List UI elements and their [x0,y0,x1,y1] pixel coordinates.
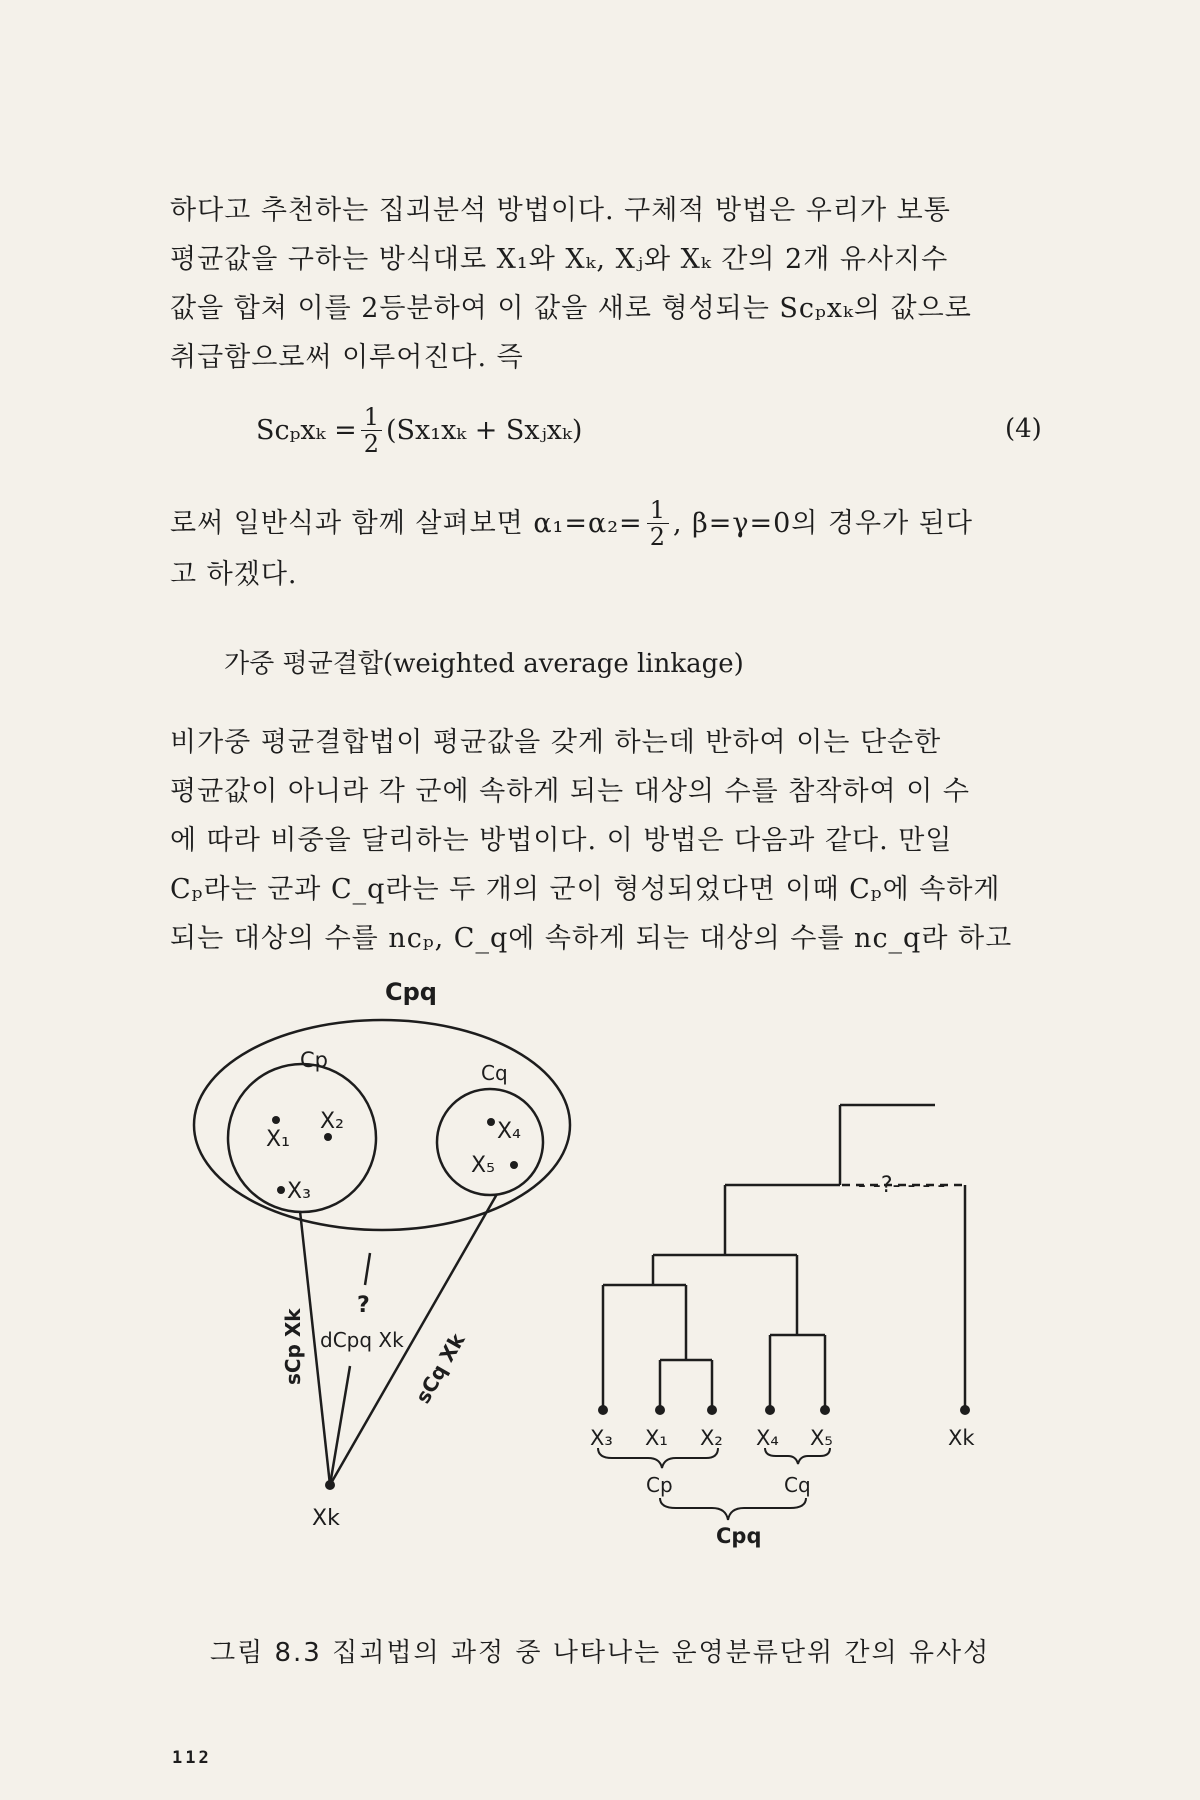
cq-circle [437,1089,543,1195]
point-x5-label: X₅ [471,1153,495,1178]
text-line: 비가중 평균결합법이 평균값을 갖게 하는데 반하여 이는 단순한 [170,727,942,758]
text-line: 고 하겠다. [170,559,298,590]
dendrogram [590,1094,975,1548]
point-x2-label: X₂ [320,1109,344,1134]
figure-caption: 그림 8.3 집괴법의 과정 중 나타나는 운영분류단위 간의 유사성 [210,1638,991,1668]
scp-label: sCp Xk [281,1308,305,1385]
cq-label: Cq [784,1473,811,1497]
xk-dot [325,1480,335,1490]
text-segment: , β=γ=0의 경우가 된다 [672,508,973,539]
cq-label: Cq [481,1061,508,1085]
point-x2-dot [324,1133,332,1141]
leaf-x2-label: X₂ [700,1426,723,1450]
leaf-x5-dot [820,1405,830,1415]
point-x4-dot [487,1118,495,1126]
leaf-xk-dot [960,1405,970,1415]
page-number: 112 [172,1748,212,1768]
fraction-denominator: 2 [363,430,379,458]
cpq-brace [660,1498,806,1520]
cpq-label: Cpq [385,978,437,1006]
question-label: - -?- - - - [858,1173,946,1198]
fraction-numerator: 1 [361,404,382,431]
question-label: ? [357,1293,370,1318]
leaf-x3-dot [598,1405,608,1415]
section-heading: 가중 평균결합(weighted average linkage) [224,649,744,679]
cp-label: Cp [300,1048,328,1072]
scq-label: sCq Xk [410,1329,470,1408]
cq-brace [765,1448,830,1464]
text-line: 평균값이 아니라 각 군에 속하게 되는 대상의 수를 참작하여 이 수 [170,776,970,807]
point-x1-dot [272,1116,280,1124]
fraction-denominator: 2 [649,523,666,551]
point-x4-label: X₄ [497,1119,521,1144]
point-x5-dot [510,1161,518,1169]
text-line: Cₚ라는 군과 C_q라는 두 개의 군이 형성되었다면 이때 Cₚ에 속하게 [170,874,1001,905]
leaf-x1-dot [655,1405,665,1415]
text-line: 하다고 추천하는 집괴분석 방법이다. 구체적 방법은 우리가 보통 [170,195,951,226]
text-line: 평균값을 구하는 방식대로 X₁와 Xₖ, Xⱼ와 Xₖ 간의 2개 유사지수 [170,244,949,275]
point-x3-label: X₃ [287,1179,311,1204]
leaf-x2-dot [707,1405,717,1415]
equation-rhs: (Sx₁xₖ + Sxⱼxₖ) [385,415,583,446]
fraction-numerator: 1 [647,497,669,524]
line-dcpq-top [365,1253,370,1285]
leaf-x1-label: X₁ [645,1426,668,1450]
equation-lhs: Scₚxₖ = [256,415,357,446]
cluster-diagram [194,978,570,1531]
dashes-label: - - - - - - [848,1094,916,1115]
leaf-xk-label: Xk [948,1426,975,1450]
text-line: 되는 대상의 수를 ncₚ, C_q에 속하게 되는 대상의 수를 nc_q라 하고 [170,923,1013,954]
leaf-x4-dot [765,1405,775,1415]
equation-number: (4) [1005,414,1042,444]
text-line: 값을 합쳐 이를 2등분하여 이 값을 새로 형성되는 Scₚxₖ의 값으로 [170,293,972,324]
text-line: 취급함으로써 이루어진다. 즉 [170,342,524,373]
leaf-x5-label: X₅ [810,1426,833,1450]
dcpq-label: dCpq Xk [320,1328,404,1352]
leaf-x4-label: X₄ [756,1426,779,1450]
point-x1-label: X₁ [266,1127,290,1152]
cp-label: Cp [646,1473,673,1497]
point-x3-dot [277,1186,285,1194]
leaf-x3-label: X₃ [590,1426,613,1450]
cpq-label: Cpq [716,1524,762,1548]
xk-label: Xk [312,1506,340,1531]
text-line: 에 따라 비중을 달리하는 방법이다. 이 방법은 다음과 같다. 만일 [170,825,953,856]
text-segment: 로써 일반식과 함께 살펴보면 α₁=α₂= [170,508,643,539]
cp-brace [598,1448,718,1468]
